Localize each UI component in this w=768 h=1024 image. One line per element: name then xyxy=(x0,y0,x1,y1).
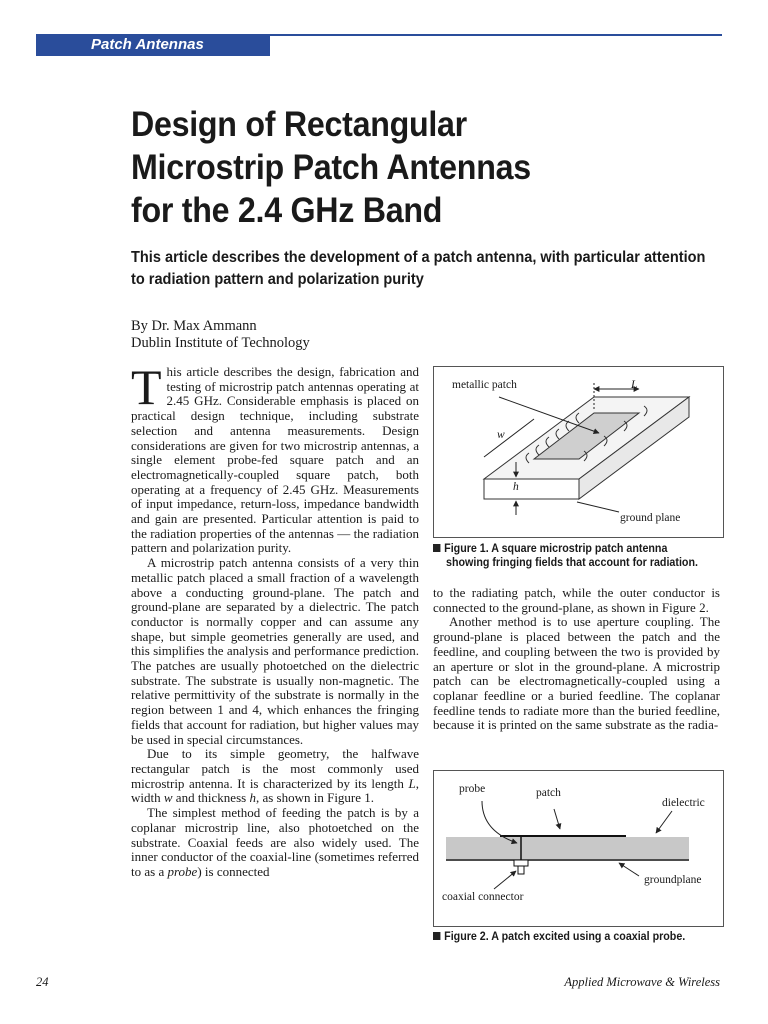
article-title xyxy=(131,103,683,232)
drop-cap: T xyxy=(131,359,162,415)
body-column-left xyxy=(131,359,419,880)
paragraph-1: This article describes the design, fabrication and testing of microstrip patch antennas operating at 2.45 GHz. Considerable emphasis is placed on practical design technique, including substrate selection and antenna measurements. Design considerations are given for two microstrip antennas, a single element probe-fed square patch and an electromagnetically-coupled square patch, both operating at a frequency of 2.45 GHz. Measurements of input impedance, return-loss, impedance bandwidth and gain are presented. Particular attention is paid to the radiation properties of the antennas — the radiation pattern and polarization purity. xyxy=(131,359,419,556)
figure-2 xyxy=(433,770,724,927)
paragraph-3: Due to its simple geometry, the halfwave rectangular patch is the most commonly used microstrip antenna. It is characterized by its length L, width w and thickness h, as shown in Figure 1. xyxy=(131,746,419,806)
label-h: h xyxy=(513,481,519,493)
label-probe: probe xyxy=(459,783,486,795)
article-subtitle: This article describes the development of a patch antenna, with particular attention to radiation pattern and polarization purity xyxy=(131,249,706,288)
figure-1 xyxy=(433,366,724,538)
affiliation: Dublin Institute of Technology xyxy=(131,335,310,351)
caption-bullet-icon xyxy=(433,932,440,940)
section-rule xyxy=(270,34,722,36)
label-w: w xyxy=(497,429,505,441)
section-tab xyxy=(36,34,270,56)
byline xyxy=(131,318,310,352)
title-line-3: for the 2.4 GHz Band xyxy=(131,191,443,230)
title-line-1: Design of Rectangular xyxy=(131,105,467,144)
paragraph-5: to the radiating patch, while the outer conductor is connected to the ground-plane, as shown in Figure 2. xyxy=(433,585,720,615)
label-dielectric: dielectric xyxy=(662,797,705,809)
label-L: L xyxy=(631,379,638,391)
figure-2-caption: Figure 2. A patch excited using a coaxial probe. xyxy=(433,930,726,944)
paragraph-2: A microstrip patch antenna consists of a very thin metallic patch placed a small fraction of a wavelength above a conducting ground-plane. The patch and ground-plane are separated by a dielectric. The patch conductor is normally copper and can assume any shape, but simple geometries generally are used, and this simplifies the analysis and performance prediction. The patches are usually photoetched on the dielectric substrate. The substrate is usually non-magnetic. The relative permittivity of the substrate is normally in the region between 1 and 4, which enhances the fringing fields that account for radiation, but higher values may be used in special circumstances. xyxy=(131,555,419,747)
caption-bullet-icon xyxy=(433,544,440,552)
paragraph-4: The simplest method of feeding the patch is by a coplanar microstrip line, also photoetched on the substrate. Coaxial feeds are also widely used. The inner conductor of the coaxial-line (sometimes referred to as a probe) is connected xyxy=(131,805,419,879)
paragraph-6: Another method is to use aperture coupling. The ground-plane is placed between the patch and the feedline, and coupling between the two is provided by an aperture or slot in the ground-plane. A microstrip patch can be electromagnetically-coupled using a coplanar feedline or a buried feedline. The coplanar feedline tends to radiate more than the buried feedline, because it is printed on the same substrate as the radia- xyxy=(433,614,720,733)
journal-name: Applied Microwave & Wireless xyxy=(564,975,720,989)
title-line-2: Microstrip Patch Antennas xyxy=(131,148,531,187)
figure-1-caption: Figure 1. A square microstrip patch antenna showing fringing fields that account for radiation. xyxy=(433,542,726,570)
body-column-right xyxy=(433,586,720,733)
page-number: 24 xyxy=(36,975,49,989)
author: By Dr. Max Ammann xyxy=(131,318,257,334)
label-ground-plane: ground plane xyxy=(620,512,681,524)
label-metallic-patch: metallic patch xyxy=(452,379,517,391)
section-label: Patch Antennas xyxy=(91,36,204,53)
label-groundplane: groundplane xyxy=(644,874,702,886)
label-coaxial-connector: coaxial connector xyxy=(442,891,524,903)
label-patch: patch xyxy=(536,787,561,799)
section-header-bar xyxy=(36,34,722,56)
